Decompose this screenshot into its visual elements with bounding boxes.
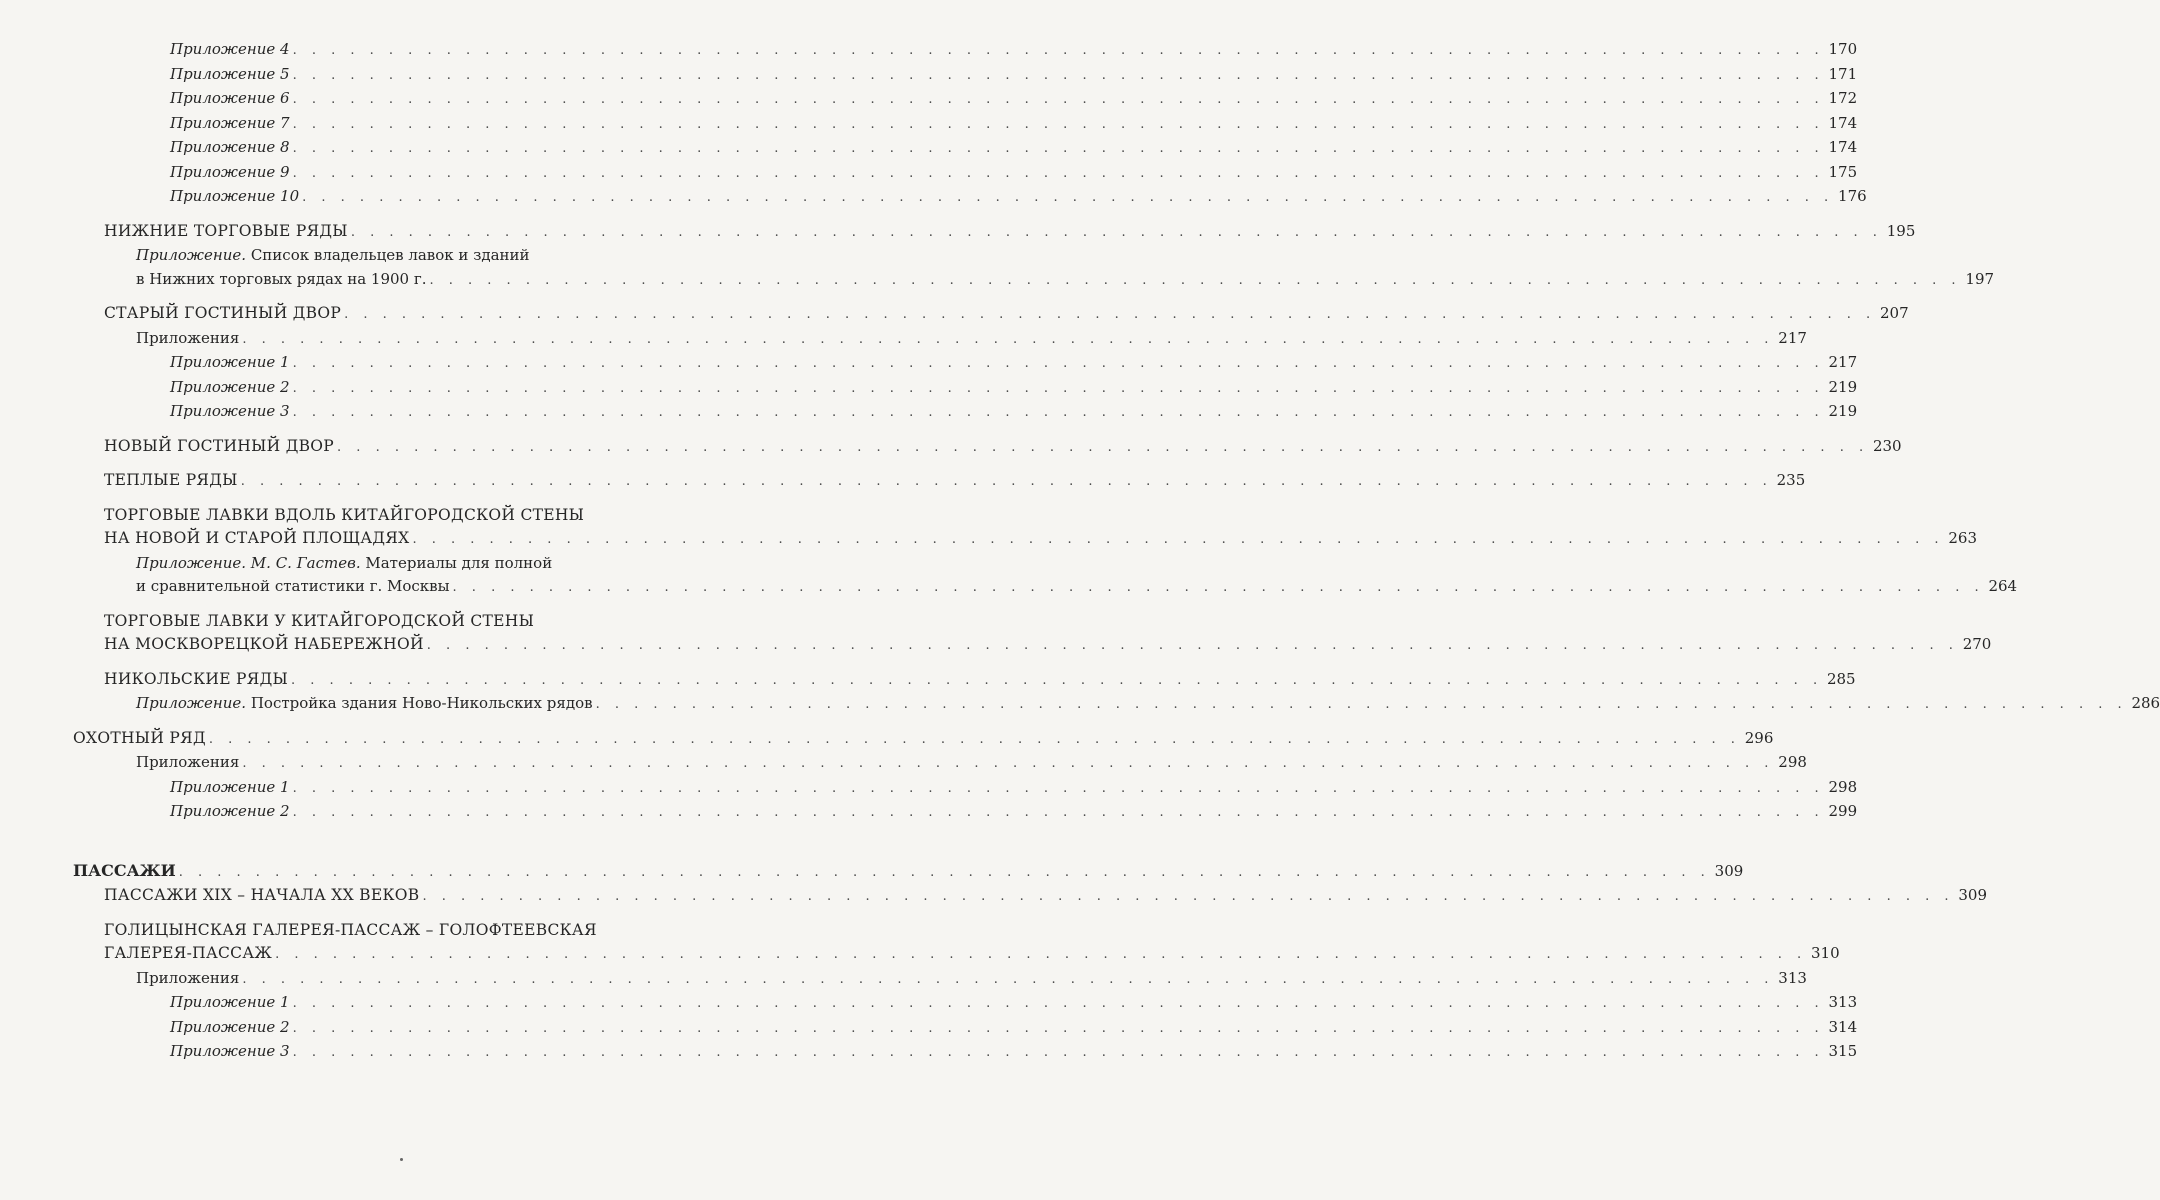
- page-number: 298: [1778, 753, 1807, 771]
- dot-leader: . . . . . . . . . . . . . . . . . . . . . . . . . . . . . . . . . . . . . . . . . . . . . . . . . . . . . . . . . . . . . . . . . . . . . . . . . . . . . . . .: [292, 996, 1825, 1011]
- toc-entry-line: [170, 87, 1858, 112]
- toc-entry-line: [136, 751, 1807, 776]
- entry-title: ГОЛИЦЫНСКАЯ ГАЛЕРЕЯ-ПАССАЖ – ГОЛОФТЕЕВСКАЯ: [104, 920, 597, 939]
- toc-entry[interactable]: [0, 800, 1858, 825]
- toc-entry-line: [104, 527, 1977, 552]
- entry-title: ПАССАЖИ XIX – НАЧАЛА XX ВЕКОВ: [104, 886, 420, 904]
- dot-leader: . . . . . . . . . . . . . . . . . . . . . . . . . . . . . . . . . . . . . . . . . . . . . . . . . . . . . . . . . . . . . . . . . . . . . . . . . . . . . . . .: [302, 190, 1834, 205]
- toc-entry[interactable]: [0, 552, 2018, 600]
- page-number: 174: [1828, 113, 1858, 132]
- entry-title: Приложение 3: [170, 402, 290, 420]
- toc-entry-line: [170, 63, 1858, 88]
- toc-entry-line: [170, 1016, 1858, 1041]
- toc-entry-line: [170, 161, 1858, 186]
- entry-title: Приложение 4: [170, 40, 290, 58]
- page-number: 207: [1880, 304, 1909, 322]
- toc-entry[interactable]: [0, 302, 1909, 327]
- toc-entry[interactable]: [0, 185, 1867, 210]
- entry-title: и сравнительной статистики г. Москвы: [136, 577, 450, 595]
- toc-entry-line: [136, 552, 723, 576]
- page-number: 175: [1828, 162, 1858, 181]
- toc-entry[interactable]: [0, 220, 1916, 245]
- entry-title: Материалы для полной: [365, 553, 553, 572]
- page-number: 309: [1958, 886, 1987, 904]
- toc-entry-line: [136, 575, 2018, 600]
- print-speck: [400, 1158, 403, 1161]
- page-number: 270: [1962, 635, 1992, 653]
- page-number: 285: [1826, 669, 1856, 688]
- dot-leader: . . . . . . . . . . . . . . . . . . . . . . . . . . . . . . . . . . . . . . . . . . . . . . . . . . . . . . . . . . . . . . . . . . . . . . . . . . . . . . . .: [292, 141, 1825, 156]
- toc-entry-line: [104, 469, 1806, 494]
- entry-title: Приложение 1: [170, 993, 290, 1011]
- toc-entry-line: [104, 919, 723, 943]
- toc-entry[interactable]: [0, 1040, 1858, 1065]
- dot-leader: . . . . . . . . . . . . . . . . . . . . . . . . . . . . . . . . . . . . . . . . . . . . . . . . . . . . . . . . . . . . . . . . . . . . . . . . . . . . . . . .: [178, 864, 1711, 880]
- dot-leader: . . . . . . . . . . . . . . . . . . . . . . . . . . . . . . . . . . . . . . . . . . . . . . . . . . . . . . . . . . . . . . . . . . . . . . . . . . . . . . . .: [292, 805, 1825, 820]
- toc-entry-line: [136, 327, 1807, 352]
- toc-entry[interactable]: [0, 244, 1995, 292]
- toc-entry[interactable]: [0, 376, 1858, 401]
- toc-entry[interactable]: [0, 400, 1858, 425]
- dot-leader: . . . . . . . . . . . . . . . . . . . . . . . . . . . . . . . . . . . . . . . . . . . . . . . . . . . . . . . . . . . . . . . . . . . . . . . . . . . . . . . .: [292, 405, 1825, 420]
- toc-entry[interactable]: [0, 692, 2160, 717]
- entry-prefix: Приложение.: [136, 694, 247, 712]
- page-number: 195: [1886, 221, 1916, 240]
- dot-leader: . . . . . . . . . . . . . . . . . . . . . . . . . . . . . . . . . . . . . . . . . . . . . . . . . . . . . . . . . . . . . . . . . . . . . . . . . . . . . . . .: [292, 356, 1825, 371]
- dot-leader: . . . . . . . . . . . . . . . . . . . . . . . . . . . . . . . . . . . . . . . . . . . . . . . . . . . . . . . . . . . . . . . . . . . . . . . . . . . . . . . .: [292, 116, 1825, 132]
- toc-entry-line: [136, 967, 1807, 992]
- toc-entry[interactable]: [0, 87, 1858, 112]
- toc-entry[interactable]: [0, 967, 1807, 992]
- table-of-contents: [0, 38, 2160, 1065]
- toc-entry-line: [104, 302, 1909, 327]
- toc-entry[interactable]: [0, 136, 1858, 161]
- entry-title: Приложение 10: [170, 187, 300, 205]
- entry-title: НИКОЛЬСКИЕ РЯДЫ: [104, 669, 289, 688]
- toc-entry-line: [170, 351, 1858, 376]
- dot-leader: . . . . . . . . . . . . . . . . . . . . . . . . . . . . . . . . . . . . . . . . . . . . . . . . . . . . . . . . . . . . . . . . . . . . . . . . . . . . . . . .: [595, 697, 2128, 712]
- entry-title: НОВЫЙ ГОСТИНЫЙ ДВОР: [104, 436, 335, 455]
- dot-leader: . . . . . . . . . . . . . . . . . . . . . . . . . . . . . . . . . . . . . . . . . . . . . . . . . . . . . . . . . . . . . . . . . . . . . . . . . . . . . . . .: [429, 272, 1962, 288]
- toc-entry[interactable]: [0, 919, 1840, 967]
- page-number: 174: [1828, 138, 1858, 156]
- toc-entry[interactable]: [0, 859, 1744, 885]
- toc-entry[interactable]: [0, 727, 1774, 752]
- entry-title: ГАЛЕРЕЯ-ПАССАЖ: [104, 944, 273, 962]
- toc-entry[interactable]: [0, 884, 1987, 909]
- entry-prefix: Приложение. М. С. Гастев.: [136, 553, 361, 572]
- entry-title: Приложение 7: [170, 113, 290, 132]
- dot-leader: . . . . . . . . . . . . . . . . . . . . . . . . . . . . . . . . . . . . . . . . . . . . . . . . . . . . . . . . . . . . . . . . . . . . . . . . . . . . . . . .: [208, 731, 1741, 747]
- page-number: 286: [2131, 694, 2160, 712]
- toc-entry-line: [73, 859, 1744, 885]
- dot-leader: . . . . . . . . . . . . . . . . . . . . . . . . . . . . . . . . . . . . . . . . . . . . . . . . . . . . . . . . . . . . . . . . . . . . . . . . . . . . . . . .: [292, 1020, 1825, 1036]
- entry-title: НА НОВОЙ И СТАРОЙ ПЛОЩАДЯХ: [104, 529, 410, 547]
- dot-leader: . . . . . . . . . . . . . . . . . . . . . . . . . . . . . . . . . . . . . . . . . . . . . . . . . . . . . . . . . . . . . . . . . . . . . . . . . . . . . . . .: [242, 971, 1774, 987]
- entry-title: Приложение 8: [170, 138, 290, 156]
- toc-entry[interactable]: [0, 776, 1858, 801]
- entry-prefix: Приложение.: [136, 246, 247, 264]
- toc-entry-line: [104, 942, 1840, 967]
- toc-entry-line: [170, 991, 1858, 1016]
- toc-entry-line: [170, 185, 1867, 210]
- toc-entry-line: [170, 376, 1858, 401]
- dot-leader: . . . . . . . . . . . . . . . . . . . . . . . . . . . . . . . . . . . . . . . . . . . . . . . . . . . . . . . . . . . . . . . . . . . . . . . . . . . . . . . .: [292, 92, 1825, 107]
- dot-leader: . . . . . . . . . . . . . . . . . . . . . . . . . . . . . . . . . . . . . . . . . . . . . . . . . . . . . . . . . . . . . . . . . . . . . . . . . . . . . . . .: [422, 889, 1954, 904]
- entry-title: НА МОСКВОРЕЦКОЙ НАБЕРЕЖНОЙ: [104, 635, 424, 653]
- entry-title: Приложение 1: [170, 353, 290, 371]
- page-number: 176: [1838, 187, 1867, 205]
- entry-title: Приложение 5: [170, 64, 290, 83]
- dot-leader: . . . . . . . . . . . . . . . . . . . . . . . . . . . . . . . . . . . . . . . . . . . . . . . . . . . . . . . . . . . . . . . . . . . . . . . . . . . . . . . .: [292, 780, 1825, 796]
- entry-title: ТОРГОВЫЕ ЛАВКИ У КИТАЙГОРОДСКОЙ СТЕНЫ: [104, 611, 535, 630]
- dot-leader: . . . . . . . . . . . . . . . . . . . . . . . . . . . . . . . . . . . . . . . . . . . . . . . . . . . . . . . . . . . . . . . . . . . . . . . . . . . . . . . .: [292, 1045, 1825, 1060]
- page-number: 299: [1828, 802, 1858, 820]
- toc-entry[interactable]: [0, 610, 1992, 658]
- toc-entry[interactable]: [0, 668, 1856, 693]
- entry-title: ТОРГОВЫЕ ЛАВКИ ВДОЛЬ КИТАЙГОРОДСКОЙ СТЕНЫ: [104, 505, 585, 524]
- page-number: 263: [1948, 529, 1977, 547]
- entry-title: Приложение 2: [170, 802, 290, 820]
- entry-title: ПАССАЖИ: [73, 860, 176, 880]
- entry-title: Постройка здания Ново-Никольских рядов: [250, 694, 593, 712]
- toc-entry[interactable]: [0, 161, 1858, 186]
- toc-entry-line: [104, 435, 1902, 460]
- entry-title: в Нижних торговых рядах на 1900 г.: [136, 269, 427, 288]
- dot-leader: . . . . . . . . . . . . . . . . . . . . . . . . . . . . . . . . . . . . . . . . . . . . . . . . . . . . . . . . . . . . . . . . . . . . . . . . . . . . . . . .: [275, 947, 1807, 962]
- page-number: 314: [1828, 1017, 1858, 1036]
- page-number: 230: [1872, 436, 1902, 455]
- toc-entry-line: [170, 38, 1858, 63]
- page-number: 315: [1828, 1042, 1858, 1060]
- dot-leader: . . . . . . . . . . . . . . . . . . . . . . . . . . . . . . . . . . . . . . . . . . . . . . . . . . . . . . . . . . . . . . . . . . . . . . . . . . . . . . . .: [292, 67, 1825, 83]
- toc-entry-line: [104, 884, 1987, 909]
- toc-entry[interactable]: [0, 504, 1977, 552]
- toc-entry[interactable]: [0, 112, 1858, 137]
- dot-leader: . . . . . . . . . . . . . . . . . . . . . . . . . . . . . . . . . . . . . . . . . . . . . . . . . . . . . . . . . . . . . . . . . . . . . . . . . . . . . . . .: [292, 43, 1825, 58]
- toc-entry[interactable]: [0, 327, 1807, 352]
- toc-entry[interactable]: [0, 991, 1858, 1016]
- page-number: 310: [1810, 944, 1840, 962]
- toc-entry-line: [170, 800, 1858, 825]
- page-number: 171: [1828, 64, 1858, 83]
- toc-entry-line: [104, 668, 1856, 693]
- toc-entry-line: [73, 727, 1774, 752]
- toc-entry-line: [170, 1040, 1858, 1065]
- page-number: 296: [1744, 728, 1774, 747]
- entry-title: ОХОТНЫЙ РЯД: [73, 728, 206, 747]
- entry-title: ТЕПЛЫЕ РЯДЫ: [104, 471, 238, 489]
- entry-title: Приложения: [136, 328, 240, 347]
- toc-entry[interactable]: [0, 63, 1858, 88]
- toc-entry[interactable]: [0, 469, 1806, 494]
- entry-title: Приложение 9: [170, 162, 290, 181]
- entry-title: Приложение 3: [170, 1042, 290, 1060]
- entry-title: Приложение 2: [170, 1017, 290, 1036]
- page-number: 217: [1778, 328, 1807, 347]
- dot-leader: . . . . . . . . . . . . . . . . . . . . . . . . . . . . . . . . . . . . . . . . . . . . . . . . . . . . . . . . . . . . . . . . . . . . . . . . . . . . . . . .: [240, 474, 1773, 489]
- page-number: 219: [1828, 402, 1858, 420]
- toc-entry-line: [136, 244, 723, 268]
- entry-title: СТАРЫЙ ГОСТИНЫЙ ДВОР: [104, 304, 342, 322]
- page-number: 217: [1828, 353, 1858, 371]
- page-number: 219: [1828, 377, 1858, 396]
- dot-leader: . . . . . . . . . . . . . . . . . . . . . . . . . . . . . . . . . . . . . . . . . . . . . . . . . . . . . . . . . . . . . . . . . . . . . . . . . . . . . . . .: [426, 638, 1959, 653]
- dot-leader: . . . . . . . . . . . . . . . . . . . . . . . . . . . . . . . . . . . . . . . . . . . . . . . . . . . . . . . . . . . . . . . . . . . . . . . . . . . . . . . .: [292, 380, 1825, 396]
- page-number: 235: [1776, 471, 1806, 489]
- toc-entry-line: [104, 220, 1916, 245]
- page-number: 309: [1714, 861, 1744, 880]
- dot-leader: . . . . . . . . . . . . . . . . . . . . . . . . . . . . . . . . . . . . . . . . . . . . . . . . . . . . . . . . . . . . . . . . . . . . . . . . . . . . . . . .: [452, 580, 1985, 595]
- dot-leader: . . . . . . . . . . . . . . . . . . . . . . . . . . . . . . . . . . . . . . . . . . . . . . . . . . . . . . . . . . . . . . . . . . . . . . . . . . . . . . . .: [291, 672, 1823, 688]
- dot-leader: . . . . . . . . . . . . . . . . . . . . . . . . . . . . . . . . . . . . . . . . . . . . . . . . . . . . . . . . . . . . . . . . . . . . . . . . . . . . . . . .: [350, 224, 1883, 240]
- toc-entry-line: [170, 400, 1858, 425]
- entry-title: Приложение 6: [170, 89, 290, 107]
- toc-entry-line: [104, 610, 723, 634]
- toc-entry[interactable]: [0, 351, 1858, 376]
- dot-leader: . . . . . . . . . . . . . . . . . . . . . . . . . . . . . . . . . . . . . . . . . . . . . . . . . . . . . . . . . . . . . . . . . . . . . . . . . . . . . . . .: [337, 439, 1869, 455]
- toc-entry-line: [136, 268, 1995, 293]
- page-number: 313: [1828, 993, 1858, 1011]
- dot-leader: . . . . . . . . . . . . . . . . . . . . . . . . . . . . . . . . . . . . . . . . . . . . . . . . . . . . . . . . . . . . . . . . . . . . . . . . . . . . . . . .: [242, 331, 1774, 347]
- page-number: 170: [1828, 40, 1858, 58]
- page-number: 313: [1778, 968, 1807, 987]
- dot-leader: . . . . . . . . . . . . . . . . . . . . . . . . . . . . . . . . . . . . . . . . . . . . . . . . . . . . . . . . . . . . . . . . . . . . . . . . . . . . . . . .: [292, 165, 1825, 181]
- entry-title: НИЖНИЕ ТОРГОВЫЕ РЯДЫ: [104, 221, 348, 240]
- entry-title: Приложение 2: [170, 377, 290, 396]
- toc-entry-line: [104, 504, 723, 528]
- entry-title: Список владельцев лавок и зданий: [250, 246, 530, 264]
- toc-entry-line: [104, 633, 1992, 658]
- dot-leader: . . . . . . . . . . . . . . . . . . . . . . . . . . . . . . . . . . . . . . . . . . . . . . . . . . . . . . . . . . . . . . . . . . . . . . . . . . . . . . . .: [412, 532, 1944, 547]
- toc-entry-line: [170, 776, 1858, 801]
- page-number: 172: [1828, 89, 1858, 107]
- page-number: 197: [1965, 269, 1995, 288]
- toc-entry[interactable]: [0, 38, 1858, 63]
- toc-entry[interactable]: [0, 751, 1807, 776]
- toc-entry[interactable]: [0, 435, 1902, 460]
- entry-title: Приложения: [136, 968, 240, 987]
- entry-title: Приложение 1: [170, 777, 290, 796]
- toc-entry[interactable]: [0, 1016, 1858, 1041]
- page-number: 264: [1988, 577, 2018, 595]
- toc-entry-line: [170, 136, 1858, 161]
- dot-leader: . . . . . . . . . . . . . . . . . . . . . . . . . . . . . . . . . . . . . . . . . . . . . . . . . . . . . . . . . . . . . . . . . . . . . . . . . . . . . . . .: [344, 307, 1876, 322]
- toc-entry-line: [170, 112, 1858, 137]
- entry-title: Приложения: [136, 753, 240, 771]
- toc-entry-line: [136, 692, 2160, 717]
- dot-leader: . . . . . . . . . . . . . . . . . . . . . . . . . . . . . . . . . . . . . . . . . . . . . . . . . . . . . . . . . . . . . . . . . . . . . . . . . . . . . . . .: [242, 756, 1774, 771]
- page-number: 298: [1828, 777, 1858, 796]
